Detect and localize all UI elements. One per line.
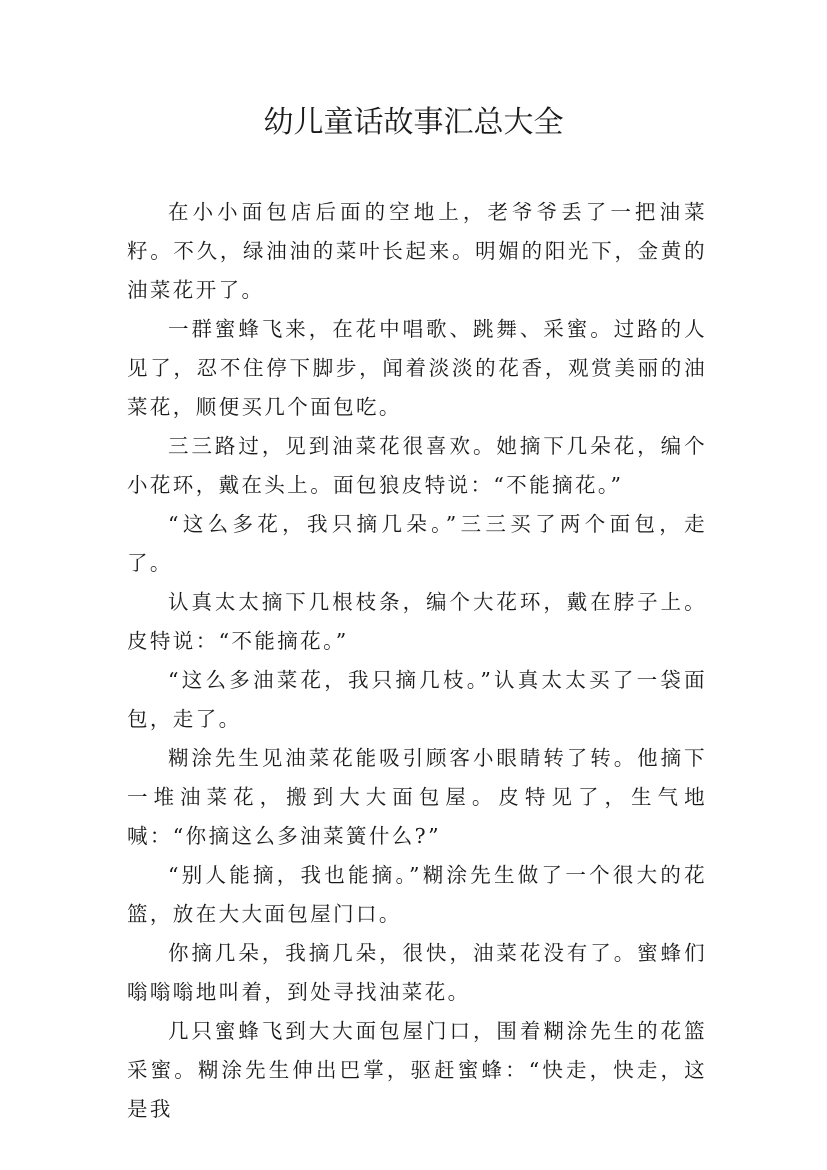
paragraph: 在小小面包店后面的空地上，老爷爷丢了一把油菜籽。不久，绿油油的菜叶长起来。明媚的阳光下，金黄的油菜花开了。 bbox=[127, 200, 707, 302]
document-title: 幼儿童话故事汇总大全 bbox=[263, 105, 564, 140]
paragraph: “这么多油菜花，我只摘几枝。”认真太太买了一袋面包，走了。 bbox=[127, 668, 707, 731]
document-body bbox=[127, 193, 707, 1129]
paragraph: 三三路过，见到油菜花很喜欢。她摘下几朵花，编个小花环，戴在头上。面包狼皮特说：“不能摘花。” bbox=[127, 434, 707, 497]
paragraph: 你摘几朵，我摘几朵，很快，油菜花没有了。蜜蜂们嗡嗡嗡地叫着，到处寻找油菜花。 bbox=[127, 941, 707, 1004]
paragraph: “别人能摘，我也能摘。”糊涂先生做了一个很大的花篮，放在大大面包屋门口。 bbox=[127, 863, 707, 926]
paragraph: 糊涂先生见油菜花能吸引顾客小眼睛转了转。他摘下一堆油菜花，搬到大大面包屋。皮特见了，生气地喊：“你摘这么多油菜簧什么?” bbox=[127, 746, 707, 848]
paragraph: 一群蜜蜂飞来，在花中唱歌、跳舞、采蜜。过路的人见了，忍不住停下脚步，闻着淡淡的花香，观赏美丽的油菜花，顺便买几个面包吃。 bbox=[127, 317, 707, 419]
paragraph: “这么多花，我只摘几朵。”三三买了两个面包，走了。 bbox=[127, 512, 707, 575]
paragraph: 几只蜜蜂飞到大大面包屋门口，围着糊涂先生的花篮采蜜。糊涂先生伸出巴掌，驱赶蜜蜂：“快走，快走，这是我 bbox=[127, 1019, 707, 1121]
paragraph: 认真太太摘下几根枝条，编个大花环，戴在脖子上。皮特说：“不能摘花。” bbox=[127, 590, 707, 653]
